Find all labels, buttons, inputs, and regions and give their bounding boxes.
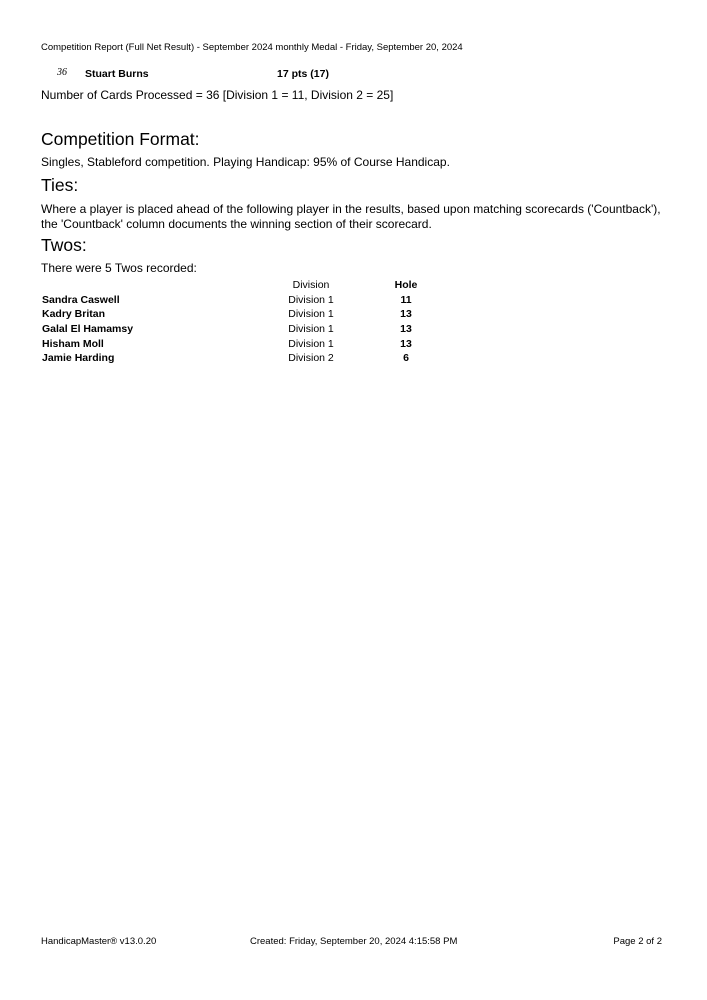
- player-division: Division 2: [288, 352, 334, 365]
- twos-summary: There were 5 Twos recorded:: [41, 261, 197, 275]
- table-row: [41, 308, 441, 323]
- result-score: 17 pts (17): [277, 68, 329, 80]
- format-heading: Competition Format:: [41, 129, 200, 149]
- hole-number: 13: [400, 308, 412, 321]
- player-name: Kadry Britan: [42, 308, 106, 321]
- hole-number: 13: [400, 337, 412, 350]
- player-division: Division 1: [288, 337, 334, 350]
- result-position: 36: [57, 67, 67, 78]
- division-column-header: Division: [292, 279, 330, 291]
- ties-description: Where a player is placed ahead of the following player in the results, based upon matching scorecards ('Countback'), the 'Countback' column documents the winning section of their scorecard.: [41, 202, 661, 231]
- footer-software-version: HandicapMaster® v13.0.20: [41, 936, 157, 947]
- table-row: [41, 323, 441, 338]
- hole-column-header: Hole: [394, 279, 418, 291]
- hole-number: 6: [403, 352, 409, 365]
- twos-table-header: [41, 279, 441, 294]
- player-division: Division 1: [288, 293, 334, 306]
- table-row: [41, 294, 441, 309]
- player-name: Sandra Caswell: [42, 293, 120, 306]
- table-row: [41, 338, 441, 353]
- report-header: Competition Report (Full Net Result) - September 2024 monthly Medal - Friday, September 20, 2024: [41, 42, 463, 53]
- cards-processed: Number of Cards Processed = 36 [Division 1 = 11, Division 2 = 25]: [41, 88, 394, 102]
- footer-page-number: Page 2 of 2: [613, 936, 662, 947]
- footer-created-timestamp: Created: Friday, September 20, 2024 4:15:58 PM: [250, 936, 458, 947]
- hole-number: 13: [400, 323, 412, 336]
- twos-heading: Twos:: [41, 235, 87, 255]
- result-player-name: Stuart Burns: [85, 68, 149, 80]
- player-name: Jamie Harding: [42, 352, 115, 365]
- player-division: Division 1: [288, 323, 334, 336]
- format-description: Singles, Stableford competition. Playing Handicap: 95% of Course Handicap.: [41, 155, 450, 169]
- player-division: Division 1: [288, 308, 334, 321]
- player-name: Hisham Moll: [42, 337, 104, 350]
- table-row: [41, 352, 441, 367]
- ties-heading: Ties:: [41, 175, 79, 195]
- twos-table: [41, 279, 441, 367]
- hole-number: 11: [400, 293, 412, 306]
- player-name: Galal El Hamamsy: [42, 323, 134, 336]
- result-row: [41, 67, 441, 81]
